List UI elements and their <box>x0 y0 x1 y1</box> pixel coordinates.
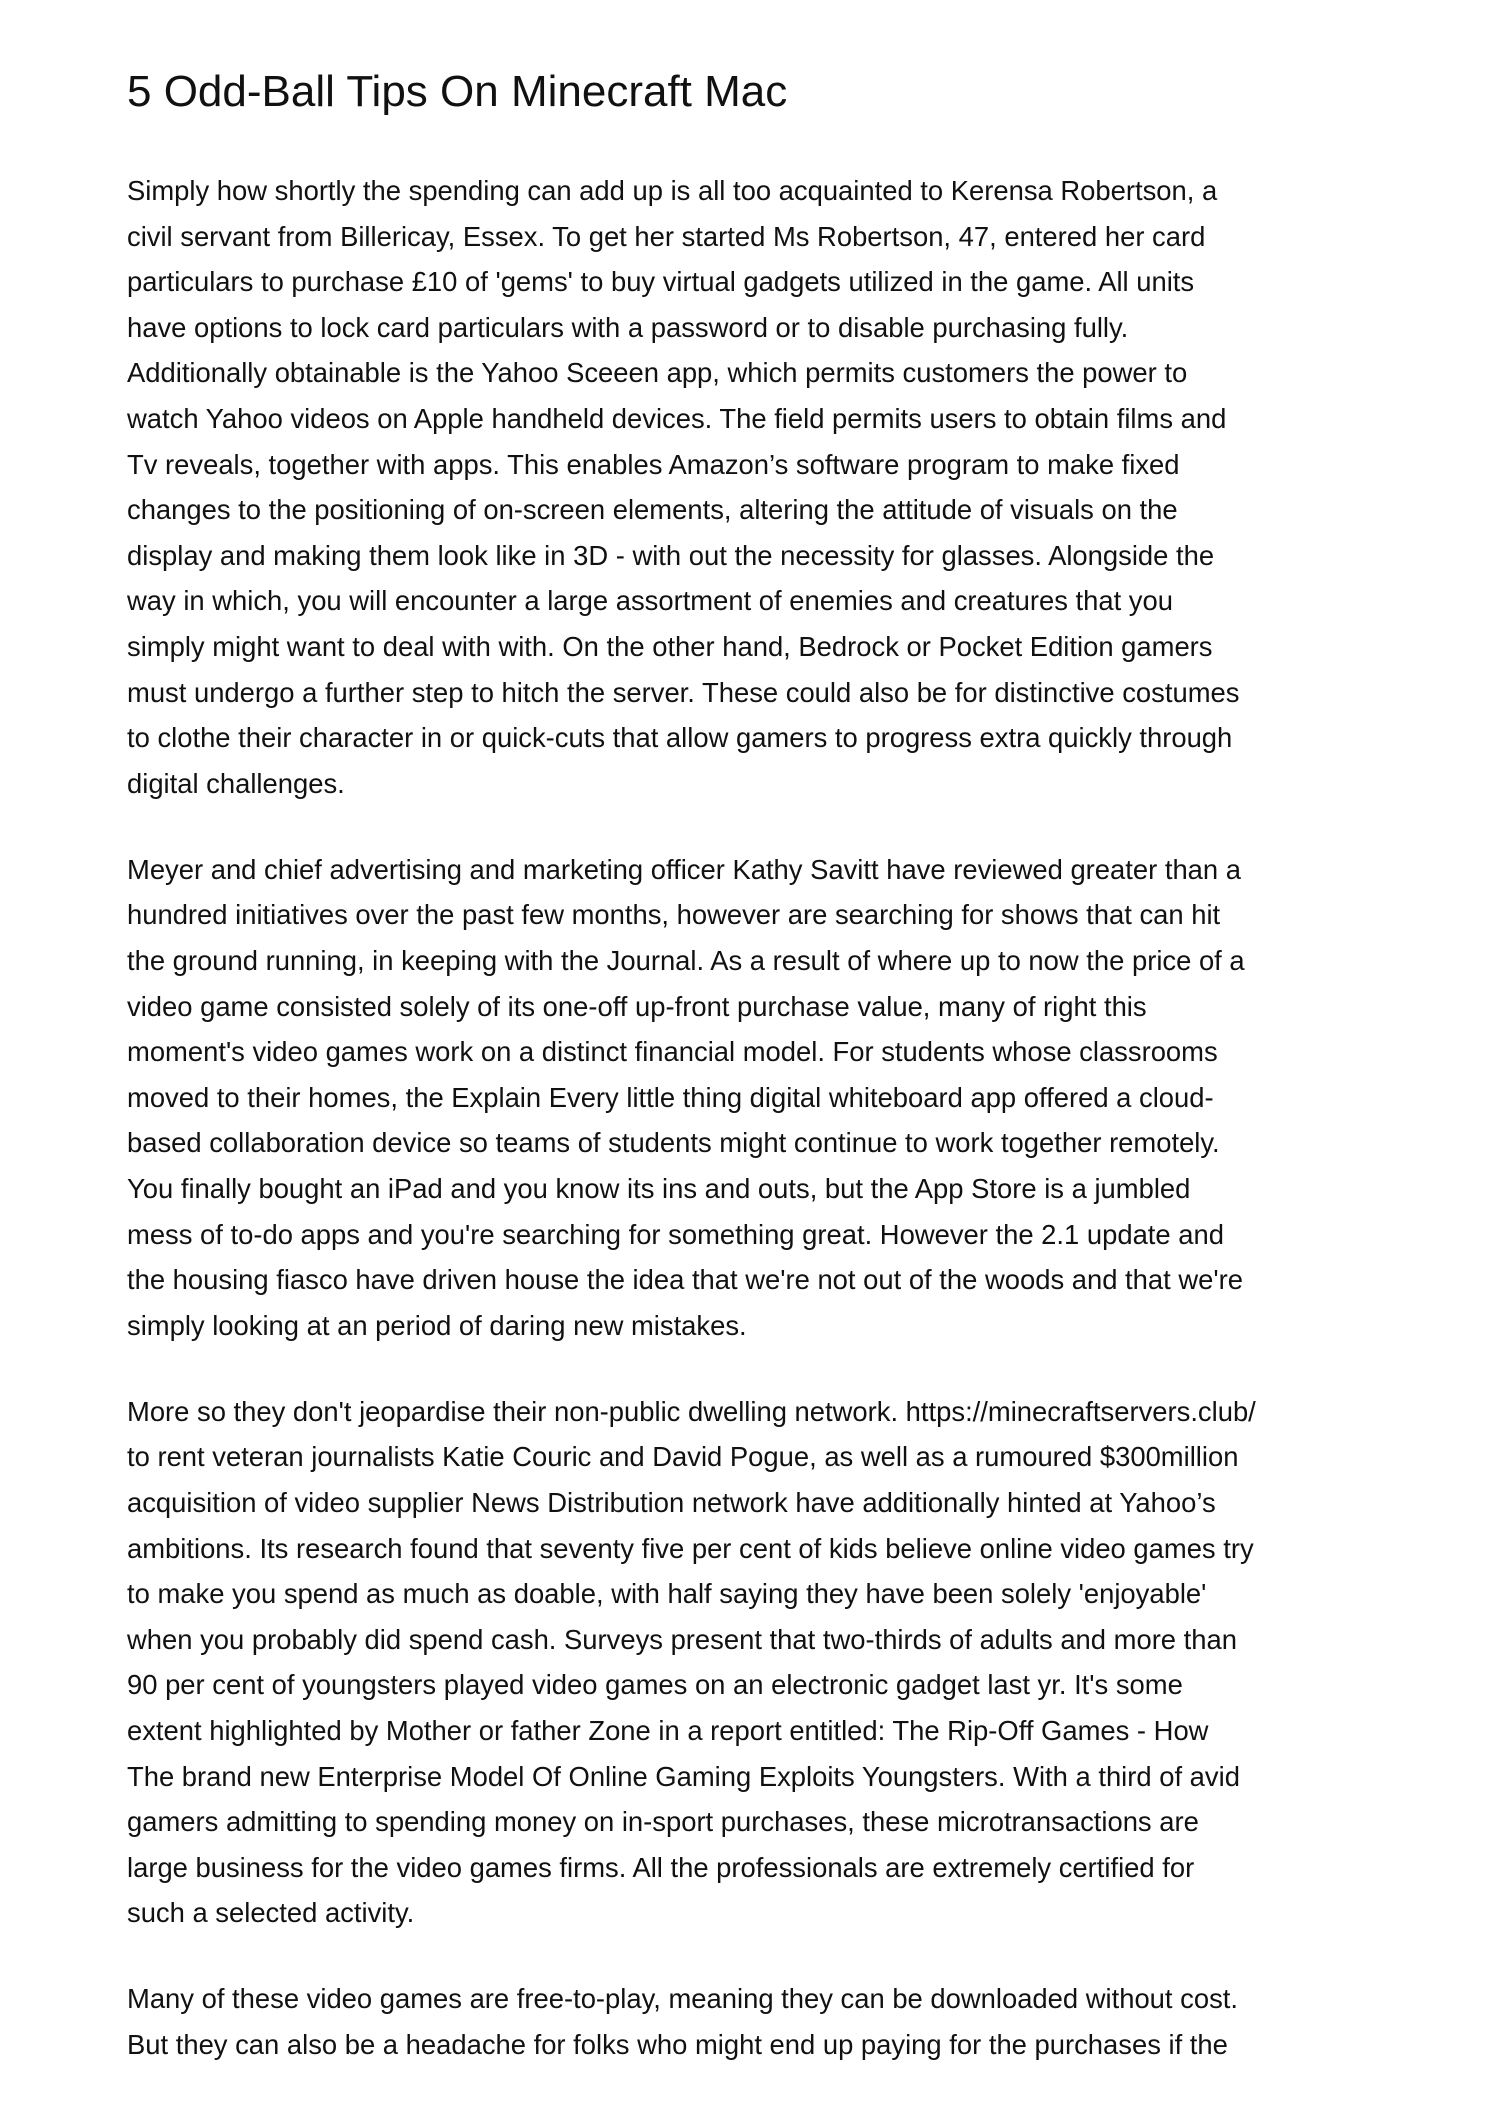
text-line: More so they don't jeopardise their non-public dwelling network. https://minecraftservers.club/ <box>127 1395 1256 1427</box>
text-line: You finally bought an iPad and you know its ins and outs, but the App Store is a jumbled <box>127 1172 1191 1204</box>
text-line: video game consisted solely of its one-off up-front purchase value, many of right this <box>127 990 1147 1022</box>
paragraph <box>127 847 1256 1349</box>
text-line: simply looking at an period of daring new mistakes. <box>127 1309 747 1341</box>
text-line: digital challenges. <box>127 767 345 799</box>
text-line: watch Yahoo videos on Apple handheld devices. The field permits users to obtain films and <box>127 402 1227 434</box>
text-line: to make you spend as much as doable, with half saying they have been solely 'enjoyable' <box>127 1578 1207 1610</box>
text-line: to clothe their character in or quick-cuts that allow gamers to progress extra quickly through <box>127 722 1233 754</box>
text-line: way in which, you will encounter a large assortment of enemies and creatures that you <box>127 585 1173 617</box>
text-line: Tv reveals, together with apps. This enables Amazon’s software program to make fixed <box>127 448 1180 480</box>
text-line: Meyer and chief advertising and marketing officer Kathy Savitt have reviewed greater than a <box>127 853 1241 885</box>
text-line: Additionally obtainable is the Yahoo Sceeen app, which permits customers the power to <box>127 357 1188 389</box>
text-line: Many of these video games are free-to-play, meaning they can be downloaded without cost. <box>127 1983 1238 2015</box>
text-line: have options to lock card particulars with a password or to disable purchasing fully. <box>127 311 1129 343</box>
text-line: The brand new Enterprise Model Of Online Gaming Exploits Youngsters. With a third of avid <box>127 1760 1240 1792</box>
text-line: based collaboration device so teams of students might continue to work together remotely. <box>127 1127 1220 1159</box>
text-line: moved to their homes, the Explain Every little thing digital whiteboard app offered a cloud- <box>127 1081 1214 1113</box>
text-line: such a selected activity. <box>127 1897 415 1929</box>
text-line: mess of to-do apps and you're searching for something great. However the 2.1 update and <box>127 1218 1224 1250</box>
paragraph <box>127 168 1256 806</box>
text-line: acquisition of video supplier News Distribution network have additionally hinted at Yahoo’s <box>127 1487 1216 1519</box>
text-line: gamers admitting to spending money on in-sport purchases, these microtransactions are <box>127 1806 1199 1838</box>
article-body <box>127 168 1256 2108</box>
text-line: Simply how shortly the spending can add up is all too acquainted to Kerensa Robertson, a <box>127 175 1218 206</box>
text-line: 90 per cent of youngsters played video games on an electronic gadget last yr. It's some <box>127 1669 1183 1701</box>
text-line: hundred initiatives over the past few months, however are searching for shows that can hit <box>127 899 1221 931</box>
text-line: moment's video games work on a distinct financial model. For students whose classrooms <box>127 1036 1218 1068</box>
text-line: display and making them look like in 3D - with out the necessity for glasses. Alongside the <box>127 539 1215 571</box>
page-title: 5 Odd-Ball Tips On Minecraft Mac <box>127 67 788 116</box>
text-line: particulars to purchase £10 of 'gems' to buy virtual gadgets utilized in the game. All units <box>127 266 1195 298</box>
paragraph <box>127 1389 1256 1936</box>
text-line: changes to the positioning of on-screen elements, altering the attitude of visuals on the <box>127 494 1178 526</box>
text-line: when you probably did spend cash. Surveys present that two-thirds of adults and more than <box>127 1623 1237 1655</box>
text-line: must undergo a further step to hitch the server. These could also be for distinctive costumes <box>127 676 1240 708</box>
paragraph <box>127 1976 1256 2067</box>
text-line: civil servant from Billericay, Essex. To get her started Ms Robertson, 47, entered her card <box>127 220 1206 252</box>
text-line: simply might want to deal with with. On the other hand, Bedrock or Pocket Edition gamers <box>127 630 1213 662</box>
text-line: But they can also be a headache for folks who might end up paying for the purchases if the <box>127 2029 1228 2061</box>
text-line: large business for the video games firms. All the professionals are extremely certified for <box>127 1851 1195 1883</box>
text-line: the ground running, in keeping with the Journal. As a result of where up to now the price of a <box>127 945 1245 976</box>
text-line: extent highlighted by Mother or father Zone in a report entitled: The Rip-Off Games - How <box>127 1715 1209 1746</box>
text-line: ambitions. Its research found that seventy five per cent of kids believe online video games try <box>127 1532 1254 1564</box>
text-line: the housing fiasco have driven house the idea that we're not out of the woods and that we're <box>127 1264 1243 1296</box>
text-line: to rent veteran journalists Katie Couric and David Pogue, as well as a rumoured $300million <box>127 1441 1239 1473</box>
